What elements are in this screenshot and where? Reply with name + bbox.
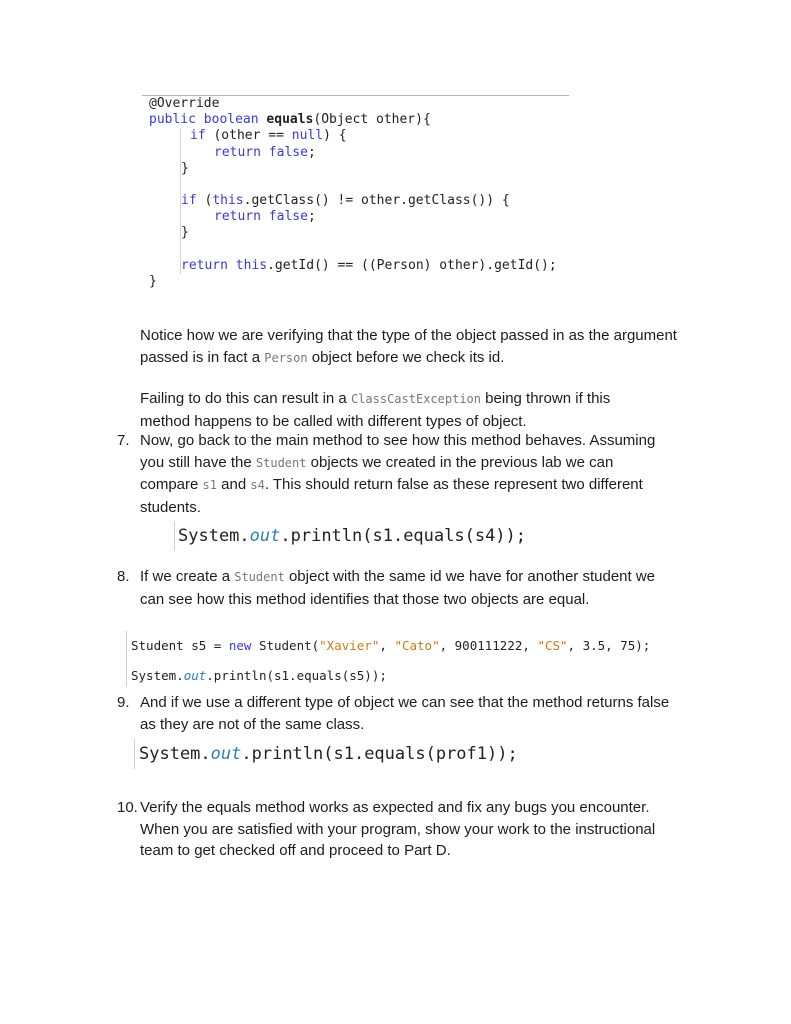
step-7-line-1: Now, go back to the main method to see how this method behaves. Assuming: [140, 432, 656, 449]
code-snippet-new-student-s5: Student s5 = new Student("Xavier", "Cato", 900111222, "CS", 3.5, 75);: [131, 638, 651, 653]
code-line-null-check: if (other == null) {: [190, 128, 347, 143]
inline-code-student-2: Student: [234, 570, 285, 584]
code-line-return-false-2: return false;: [214, 209, 316, 224]
code-snippet-s1-equals-s4: System.out.println(s1.equals(s4));: [178, 526, 527, 546]
step-8-line-1: If we create a Student object with the same id we have for another student we: [140, 568, 656, 585]
code-line-signature: public boolean equals(Object other){: [149, 112, 431, 127]
step-7-text: [140, 430, 730, 518]
step-8-line-2: can see how this method identifies that those two objects are equal.: [140, 590, 590, 608]
code-line-class-check: if (this.getClass() != other.getClass()) {: [181, 193, 510, 208]
step-number-9: 9.: [117, 694, 130, 711]
failing-line-2: method happens to be called with different types of object.: [140, 412, 527, 430]
step-number-7: 7.: [117, 432, 130, 449]
step-9-text: [140, 692, 730, 735]
code-snippet-s1-equals-s5: System.out.println(s1.equals(s5));: [131, 668, 387, 683]
step-7-line-3: compare s1 and s4. This should return false as these represent two different: [140, 476, 643, 493]
inline-code-s4: s4: [250, 478, 265, 492]
code-line-close-brace-2: }: [181, 225, 189, 240]
code-line-override: @Override: [149, 96, 220, 111]
inline-code-person: Person: [264, 350, 308, 365]
step-10-line-3: team to get checked off and proceed to Part D.: [140, 842, 451, 859]
code-line-return-false-1: return false;: [214, 145, 316, 160]
code-snippet-s1-equals-prof1: System.out.println(s1.equals(prof1));: [139, 744, 518, 764]
snippet-bar-step-7: [174, 521, 175, 551]
notice-paragraph: [140, 325, 720, 369]
code-line-return-id: return this.getId() == ((Person) other).getId();: [181, 258, 557, 273]
notice-line-2: passed is in fact a Person object before we check its id.: [140, 348, 505, 366]
step-7-line-2: you still have the Student objects we created in the previous lab we can: [140, 453, 614, 471]
failing-line-1: Failing to do this can result in a ClassCastException being thrown if this: [140, 390, 611, 407]
step-8-text: [140, 566, 730, 610]
inline-code-student: Student: [255, 455, 307, 470]
snippet-bar-step-8: [126, 631, 127, 687]
step-number-8: 8.: [117, 568, 130, 585]
notice-line-1: Notice how we are verifying that the type of the object passed in as the argument: [140, 327, 677, 344]
code-line-close-brace-1: }: [181, 161, 189, 176]
step-number-10: 10.: [117, 799, 138, 816]
inline-code-s1: s1: [202, 478, 217, 492]
step-9-line-1: And if we use a different type of object we can see that the method returns false: [140, 694, 670, 711]
step-7-line-4: students.: [140, 498, 201, 516]
step-10-text: [140, 797, 730, 862]
step-10-line-2: When you are satisfied with your program, show your work to the instructional: [140, 820, 656, 838]
snippet-bar-step-9: [134, 739, 135, 769]
code-line-close-brace-method: }: [149, 274, 157, 289]
step-9-line-2: as they are not of the same class.: [140, 715, 365, 733]
inline-code-classcastexception: ClassCastException: [350, 392, 481, 406]
failing-paragraph: [140, 388, 720, 432]
step-10-line-1: Verify the equals method works as expected and fix any bugs you encounter.: [140, 799, 650, 816]
